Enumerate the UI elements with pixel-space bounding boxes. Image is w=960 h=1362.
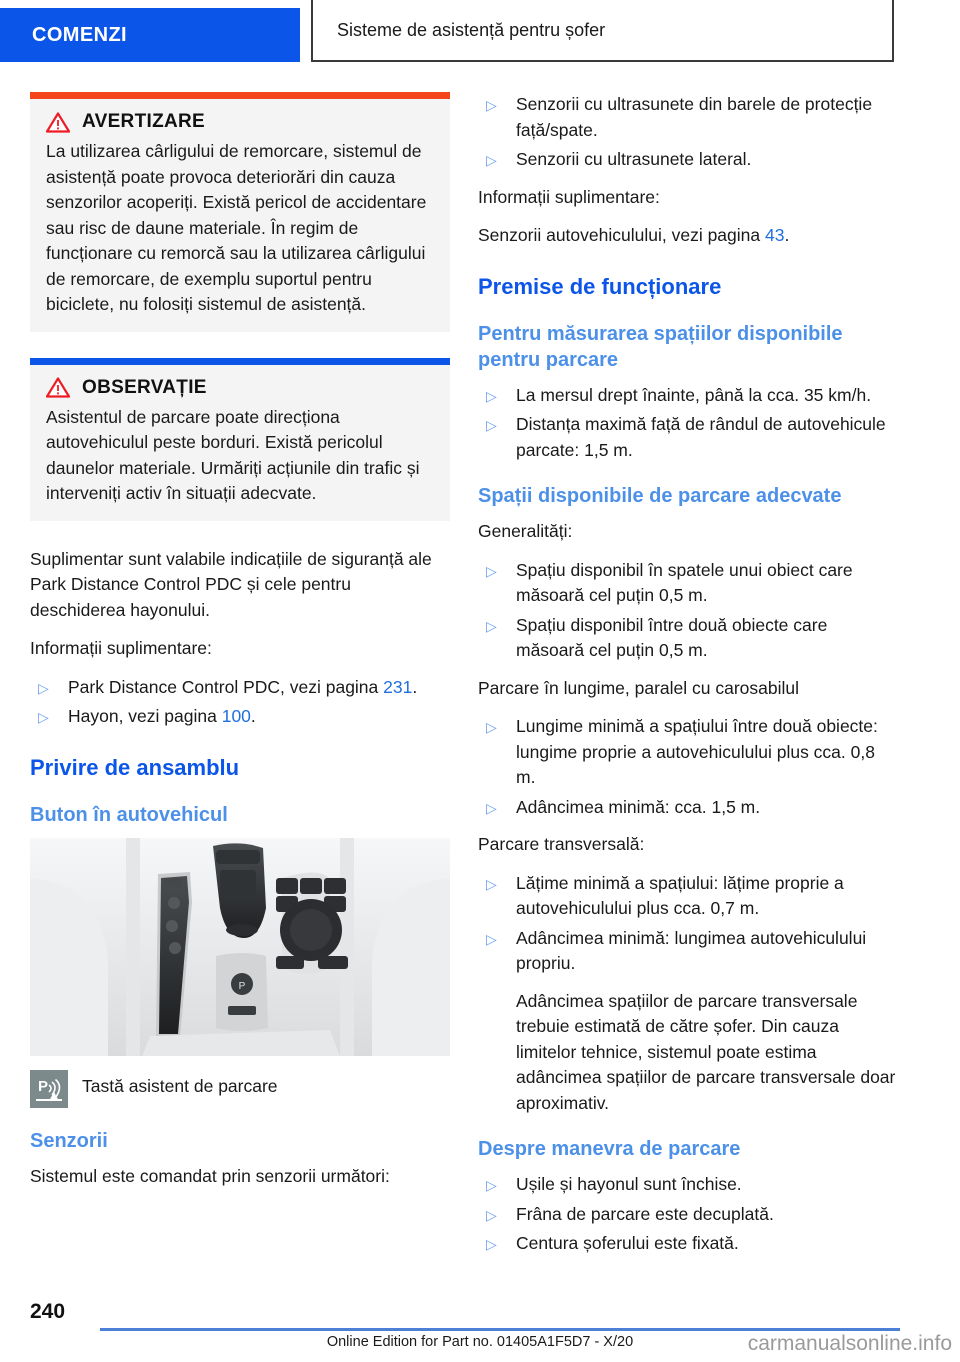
sensor-reference	[478, 223, 898, 249]
warning-box	[30, 92, 450, 332]
heading-premises: Premise de funcționare	[478, 273, 722, 299]
subheading-sensors: Senzorii	[30, 1129, 108, 1152]
page-reference[interactable]: 231	[383, 676, 413, 697]
footer-divider	[100, 1328, 900, 1331]
list-item	[478, 926, 898, 977]
warning-text: La utilizarea cârligului de remorcare, sistemul de asistență poate provoca deteriorări din cauza senzorilor acoperiți. Există pericol de accidentare sau risc de daune materiale. În regim de funcționare cu remorcă sau la utilizarea cârligului de remorcare, de exemplu suportul pentru biciclete, nu folosiți sistemul de asistență.	[46, 141, 427, 314]
info-bullet-list	[30, 675, 450, 730]
note-bar	[30, 358, 450, 365]
list-item	[30, 704, 450, 730]
list-item-label: Centura șoferului este fixată.	[516, 1233, 739, 1253]
list-item-suffix: .	[250, 706, 256, 726]
list-item	[478, 1172, 898, 1198]
note-box	[30, 358, 450, 521]
note-text: Asistentul de parcare poate direcționa autovehiculul peste borduri. Există pericolul daunelor materiale. Urmăriți acțiunile din trafic și interveniți activ în situații adecvate.	[46, 406, 420, 503]
left-paragraph-3: Sistemul este comandat prin senzorii următori:	[30, 1165, 390, 1186]
list-item-label: Senzorii cu ultrasunete lateral.	[516, 149, 752, 169]
transverse-bullet-list	[478, 871, 898, 977]
list-item	[478, 92, 898, 143]
list-item-label: La mersul drept înainte, până la cca. 35 km/h.	[516, 384, 872, 405]
list-item	[478, 558, 898, 609]
svg-text:P: P	[38, 1077, 49, 1095]
list-item	[478, 147, 898, 173]
note-label: OBSERVAȚIE	[82, 376, 207, 398]
list-item	[30, 675, 450, 701]
triangle-bullet-icon: ▷	[486, 152, 497, 168]
page-footer	[0, 1290, 960, 1362]
list-item-label: Lungime minimă a spațiului între două obiecte: lungime proprie a autovehiculului plus cca. 0,8 m.	[516, 716, 878, 787]
left-paragraph-1: Suplimentar sunt valabile indicațiile de siguranță ale Park Distance Control PDC și cele pentru deschiderea hayonului.	[30, 548, 432, 620]
triangle-bullet-icon: ▷	[486, 617, 497, 634]
subheading-button: Buton în autovehicul	[30, 803, 228, 826]
list-item	[478, 871, 898, 922]
warning-triangle-icon	[46, 377, 70, 398]
list-item-label: Spațiu disponibil în spatele unui obiect care măsoară cel puțin 0,5 m.	[516, 559, 853, 605]
list-item-label: Lățime minimă a spațiului: lățime proprie a autovehiculului plus cca. 0,7 m.	[516, 872, 844, 918]
general-bullet-list	[478, 558, 898, 664]
watermark: carmanualsonline.info	[747, 1332, 952, 1355]
warning-label: AVERTIZARE	[82, 111, 205, 132]
list-item-label: Senzorii cu ultrasunete din barele de protecție față/spate.	[516, 94, 873, 140]
left-column	[30, 92, 450, 1202]
page-title: Sisteme de asistență pentru șofer	[311, 0, 894, 62]
paragraph-general: Generalități:	[478, 521, 573, 541]
list-item	[478, 1231, 898, 1257]
page-number: 240	[30, 1300, 66, 1323]
list-item	[478, 795, 898, 821]
subheading-maneuver: Despre manevra de parcare	[478, 1138, 741, 1160]
footer-edition-note: Online Edition for Part no. 01405A1F5D7 - X/20	[326, 1334, 634, 1350]
subheading-spaces: Spații disponibile de parcare adecvate	[478, 485, 842, 507]
list-item-label: Hayon, vezi pagina	[68, 706, 222, 726]
list-item-label: Ușile și hayonul sunt închise.	[516, 1174, 742, 1194]
list-item-label: Adâncimea minimă: cca. 1,5 m.	[516, 796, 761, 817]
right-paragraph-1: Informații suplimentare:	[478, 186, 660, 207]
list-item	[478, 613, 898, 664]
list-item	[478, 412, 898, 463]
warning-triangle-icon	[46, 112, 70, 133]
paragraph-parallel: Parcare în lungime, paralel cu carosabilul	[478, 677, 799, 698]
list-item	[478, 383, 898, 409]
center-console-photo	[30, 838, 450, 1056]
photo-caption	[30, 1070, 450, 1108]
list-item	[478, 714, 898, 791]
sensor-bullet-list	[478, 92, 898, 173]
triangle-bullet-icon: ▷	[486, 1236, 497, 1252]
heading-overview: Privire de ansamblu	[30, 754, 240, 780]
page-header	[0, 0, 960, 70]
section-tab: COMENZI	[0, 8, 300, 62]
triangle-bullet-icon: ▷	[486, 799, 497, 816]
list-item-label: Adâncimea minimă: lungimea autovehiculului propriu.	[516, 927, 867, 973]
maneuver-bullet-list	[478, 1172, 898, 1257]
list-item-label: Park Distance Control PDC, vezi pagina	[68, 676, 384, 697]
note-header	[46, 377, 434, 399]
page-reference[interactable]: 100	[221, 706, 251, 726]
page-reference[interactable]: 43	[764, 225, 785, 245]
triangle-bullet-icon: ▷	[486, 562, 497, 579]
measure-bullet-list	[478, 383, 898, 464]
caption-label: Tastă asistent de parcare	[82, 1075, 278, 1096]
svg-text:P: P	[238, 980, 246, 992]
triangle-bullet-icon: ▷	[486, 875, 497, 892]
triangle-bullet-icon: ▷	[486, 417, 497, 433]
triangle-bullet-icon: ▷	[38, 709, 49, 725]
list-item	[478, 1202, 898, 1228]
sensor-reference-text: Senzorii autovehiculului, vezi pagina	[478, 225, 765, 245]
parallel-bullet-list	[478, 714, 898, 820]
triangle-bullet-icon: ▷	[486, 97, 497, 113]
left-paragraph-2: Informații suplimentare:	[30, 638, 212, 658]
triangle-bullet-icon: ▷	[486, 1177, 497, 1193]
triangle-bullet-icon: ▷	[486, 1206, 497, 1223]
transverse-note: Adâncimea spațiilor de parcare transversale trebuie estimată de către șofer. Din cauza limitelor tehnice, sistemul poate estima adâncimea spațiilor de parcare transversale doar aproximativ.	[516, 990, 896, 1113]
sensor-reference-suffix: .	[784, 225, 790, 245]
triangle-bullet-icon: ▷	[486, 930, 497, 947]
right-column	[478, 92, 898, 1269]
warning-bar	[30, 92, 450, 99]
list-item-label: Distanța maximă față de rândul de autovehicule parcate: 1,5 m.	[516, 414, 886, 460]
subheading-measure: Pentru măsurarea spațiilor disponibile pentru parcare	[478, 322, 843, 371]
list-item-suffix: .	[412, 676, 418, 697]
warning-header	[46, 111, 434, 133]
triangle-bullet-icon: ▷	[486, 387, 497, 404]
paragraph-transverse: Parcare transversală:	[478, 834, 645, 854]
list-item-label: Spațiu disponibil între două obiecte care măsoară cel puțin 0,5 m.	[516, 614, 828, 660]
parking-assistant-icon	[30, 1070, 68, 1108]
triangle-bullet-icon: ▷	[486, 719, 497, 735]
triangle-bullet-icon: ▷	[38, 679, 49, 696]
list-item-label: Frâna de parcare este decuplată.	[516, 1203, 774, 1224]
